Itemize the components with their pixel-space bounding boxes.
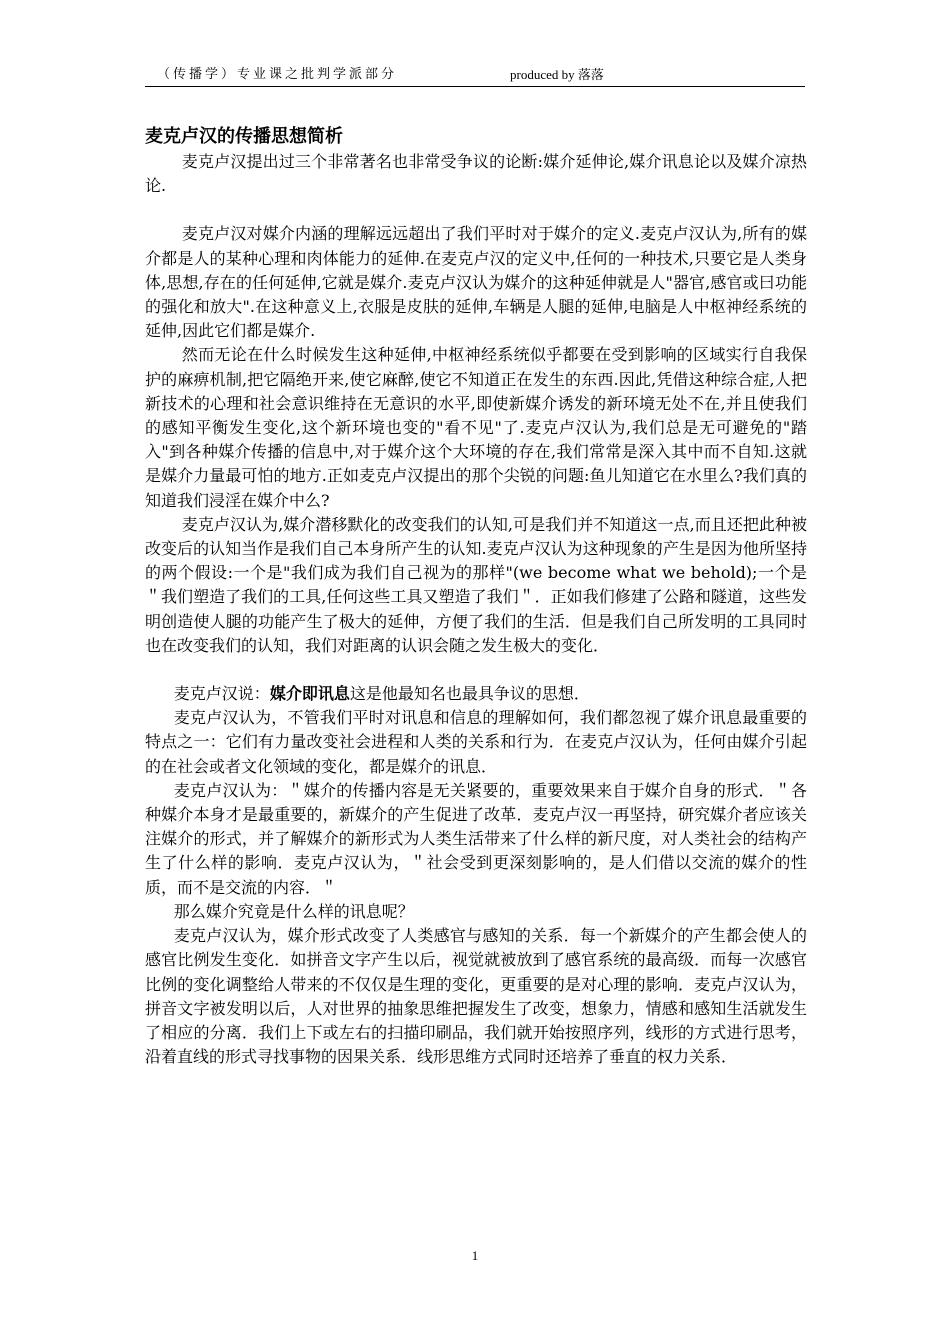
paragraph-question: 那么媒介究竟是什么样的讯息呢？: [173, 901, 414, 921]
paragraph-intro: 麦克卢汉提出过三个非常著名也非常受争议的论断:媒介延伸论,媒介讯息论以及媒介凉热论.: [145, 152, 807, 196]
document-title: 麦克卢汉的传播思想简析: [145, 126, 343, 147]
paragraph-message-features: 麦克卢汉认为，不管我们平时对讯息和信息的理解如何，我们都忽视了媒介讯息最重要的特点之一：它们有力量改变社会进程和人类的关系和行为．在麦克卢汉认为，任何由媒介引起的在社会或者文化领域的变化，都是媒介的讯息．: [145, 708, 807, 776]
paragraph-cognition: 麦克卢汉认为,媒介潜移默化的改变我们的认知,可是我们并不知道这一点,而且还把此种被改变后的认知当作是我们自己本身所产生的认知.麦克卢汉认为这种现象的产生是因为他所坚持的两个假设:一个是"我们成为我们自己视为的那样"(we become what we behold);一个是＂我们塑造了我们的工具,任何这些工具又塑造了我们＂．正如我们修建了公路和隧道，这些发明创造使人腿的功能产生了极大的延伸，方便了我们的生活．但是我们自己所发明的工具同时也在改变我们的认知，我们对距离的认识会随之发生极大的变化．: [145, 514, 807, 655]
paragraph-extension-definition: 麦克卢汉对媒介内涵的理解远远超出了我们平时对于媒介的定义.麦克卢汉认为,所有的媒介都是人的某种心理和肉体能力的延伸.在麦克卢汉的定义中,任何的一种技术,只要它是人类身体,思想,存在的任何延伸,它就是媒介.麦克卢汉认为媒介的这种延伸就是人"器官,感官或曰功能的强化和放大".在这种意义上,衣服是皮肤的延伸,车辆是人腿的延伸,电脑是人中枢神经系统的延伸,因此它们都是媒介.: [145, 224, 807, 341]
medium-is-message-phrase: 媒介即讯息: [269, 684, 350, 704]
document-body: [145, 124, 807, 1069]
header-producer-label: produced by 落落: [510, 67, 604, 82]
paragraph-sense-ratio: 麦克卢汉认为，媒介形式改变了人类感官与感知的关系．每一个新媒介的产生都会使人的感官比例发生变化．如拼音文字产生以后，视觉就被放到了感官系统的最高级．而每一次感官比例的变化调整给人带来的不仅仅是生理的变化，更重要的是对心理的影响．麦克卢汉认为，拼音文字被发明以后，人对世界的抽象思维把握发生了改变，想象力，情感和感知生活就发生了相应的分离．我们上下或左右的扫描印刷品，我们就开始按照序列，线形的方式进行思考，沿着直线的形式寻找事物的因果关系．线形思维方式同时还培养了垂直的权力关系．: [145, 926, 807, 1067]
paragraph-numbness: 然而无论在什么时候发生这种延伸,中枢神经系统似乎都要在受到影响的区域实行自我保护的麻痹机制,把它隔绝开来,使它麻醉,使它不知道正在发生的东西.因此,凭借这种综合症,人把新技术的心理和社会意识维持在无意识的水平,即使新媒介诱发的新环境无处不在,并且使我们的感知平衡发生变化,这个新环境也变的"看不见"了.麦克卢汉认为,我们总是无可避免的"踏入"到各种媒介传播的信息中,对于媒介这个大环境的存在,我们常常是深入其中而不自知.这就是媒介力量最可怕的地方.正如麦克卢汉提出的那个尖锐的问题:鱼儿知道它在水里么?我们真的知道我们浸淫在媒介中么?: [145, 345, 807, 510]
paragraph-spacer: [145, 198, 807, 222]
mc-intro-suffix: 这是他最知名也最具争议的思想．: [349, 684, 590, 704]
header-course-label: （传播学）专业课之批判学派部分: [157, 67, 398, 82]
paragraph-spacer: [145, 658, 807, 682]
paragraph-form-over-content: 麦克卢汉认为：＂媒介的传播内容是无关紧要的，重要效果来自于媒介自身的形式．＂各种媒介本身才是最重要的，新媒介的产生促进了改革．麦克卢汉一再坚持，研究媒介者应该关注媒介的形式，并了解媒介的新形式为人类生活带来了什么样的新尺度，对人类社会的结构产生了什么样的影响．麦克卢汉认为，＂社会受到更深刻影响的，是人们借以交流的媒介的性质，而不是交流的内容．＂: [145, 780, 807, 897]
page-header: [145, 64, 805, 87]
mc-intro-prefix: 麦克卢汉说：: [173, 684, 270, 704]
paragraph-medium-is-message: [145, 682, 807, 706]
page-number: 1: [471, 1248, 479, 1263]
